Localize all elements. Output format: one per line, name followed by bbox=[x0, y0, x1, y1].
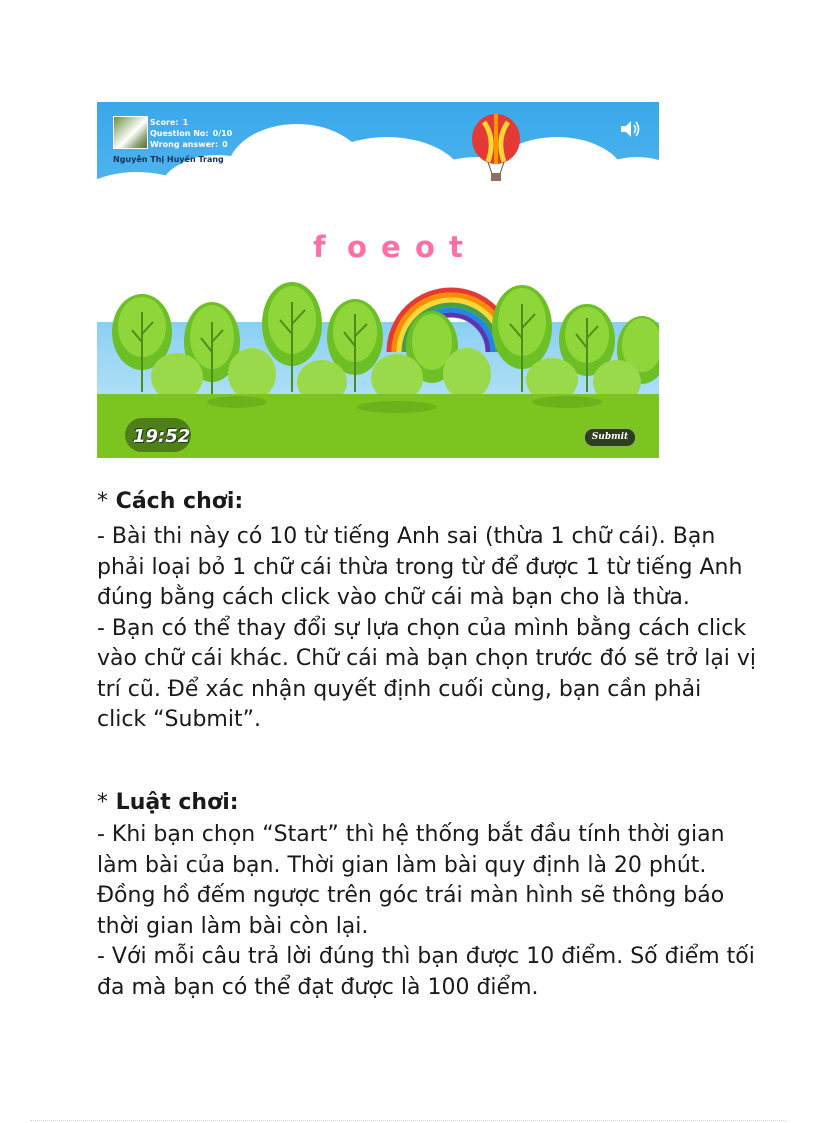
letter-tile-2[interactable]: o bbox=[347, 230, 367, 264]
letter-tile-3[interactable]: e bbox=[381, 230, 401, 264]
how-to-play-title: Cách chơi: bbox=[115, 489, 244, 514]
hot-air-balloon-icon bbox=[470, 114, 522, 184]
countdown-timer: 19:52 bbox=[133, 426, 191, 447]
wrong-answer-label: Wrong answer: bbox=[150, 140, 219, 149]
score-value: 1 bbox=[182, 118, 189, 127]
speaker-icon[interactable] bbox=[619, 120, 641, 138]
how-to-play-paragraph-2: - Bạn có thể thay đổi sự lựa chọn của mình bằng cách click vào chữ cái khác. Chữ cái mà bạn chọn trước đó sẽ trở lại vị trí cũ. Để xác nhận quyết định cuối cùng, bạn cần phải click “Submit”. bbox=[97, 615, 757, 732]
regulations-title: Luật chơi: bbox=[115, 790, 239, 815]
wrong-answer-readout bbox=[150, 140, 228, 150]
how-to-play-text bbox=[97, 522, 757, 736]
regulations-heading bbox=[97, 790, 239, 815]
regulations-text bbox=[97, 820, 757, 1003]
submit-button[interactable]: Submit bbox=[584, 428, 636, 447]
player-avatar bbox=[113, 116, 148, 149]
heading-bullet: * bbox=[97, 489, 108, 514]
question-readout bbox=[150, 129, 232, 139]
regulations-paragraph-1: - Khi bạn chọn “Start” thì hệ thống bắt đầu tính thời gian làm bài của bạn. Thời gian làm bài quy định là 20 phút. Đồng hồ đếm ngược trên góc trái màn hình sẽ thông báo thời gian làm bài còn lại. bbox=[97, 822, 725, 939]
question-value: 0/10 bbox=[212, 129, 233, 138]
letter-tile-4[interactable]: o bbox=[415, 230, 435, 264]
how-to-play-heading bbox=[97, 489, 243, 514]
page-footer-rule bbox=[30, 1120, 786, 1121]
heading-bullet: * bbox=[97, 790, 108, 815]
letter-tile-5[interactable]: t bbox=[449, 230, 463, 264]
game-screenshot bbox=[97, 102, 659, 458]
player-name: Nguyễn Thị Huyền Trang bbox=[113, 155, 224, 164]
question-label: Question No: bbox=[150, 129, 209, 138]
letter-tile-1[interactable]: f bbox=[313, 230, 326, 264]
how-to-play-paragraph-1: - Bài thi này có 10 từ tiếng Anh sai (thừa 1 chữ cái). Bạn phải loại bỏ 1 chữ cái thừa trong từ để được 1 từ tiếng Anh đúng bằng cách click vào chữ cái mà bạn cho là thừa. bbox=[97, 524, 743, 610]
clouds bbox=[97, 124, 659, 322]
score-label: Score: bbox=[150, 118, 179, 127]
wrong-answer-value: 0 bbox=[222, 140, 228, 149]
score-readout bbox=[150, 118, 188, 128]
regulations-paragraph-2: - Với mỗi câu trả lời đúng thì bạn được 10 điểm. Số điểm tối đa mà bạn có thể đạt được là 100 điểm. bbox=[97, 944, 755, 1000]
